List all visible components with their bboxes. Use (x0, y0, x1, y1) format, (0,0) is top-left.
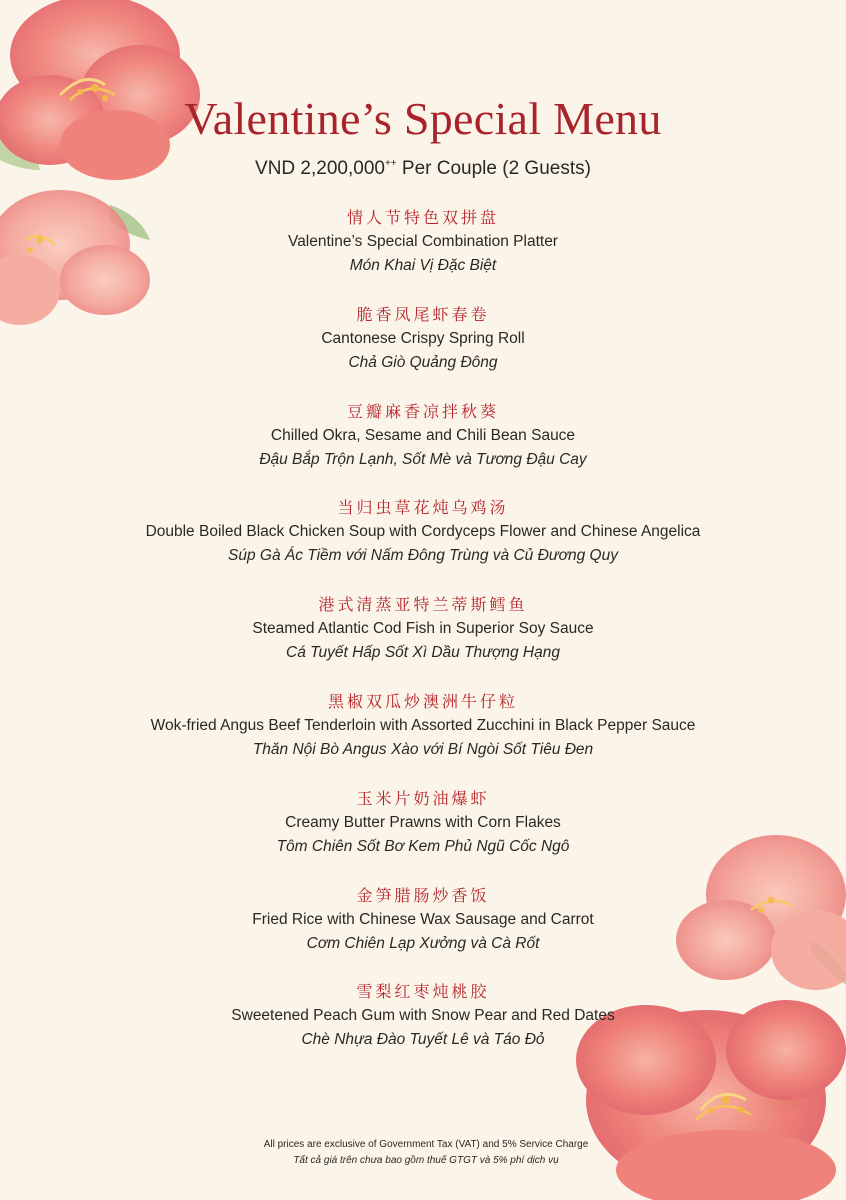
price-amount: VND 2,200,000 (255, 158, 385, 179)
dish-name-chinese: 情人节特色双拼盘 (346, 208, 499, 227)
dish-name-vietnamese: Súp Gà Ác Tiềm với Nấm Đông Trùng và Củ Đương Quy (228, 547, 618, 565)
price-suffix: ++ (384, 158, 397, 169)
menu-title: Valentine’s Special Menu (184, 93, 662, 144)
price-disclaimer (176, 1137, 676, 1169)
dish-name-vietnamese: Đậu Bắp Trộn Lạnh, Sốt Mè và Tương Đậu Cay (259, 450, 587, 468)
dish-name-english: Double Boiled Black Chicken Soup with Cordyceps Flower and Chinese Angelica (145, 523, 701, 541)
dish-name-english: Chilled Okra, Sesame and Chili Bean Sauce (270, 426, 576, 444)
disclaimer-vietnamese: Tất cả giá trên chưa bao gồm thuế GTGT và 5% phí dịch vụ (293, 1155, 559, 1166)
dish-name-vietnamese: Chè Nhựa Đào Tuyết Lê và Táo Đỏ (301, 1031, 545, 1049)
dish-name-chinese: 脆香凤尾虾春卷 (356, 304, 490, 324)
dish-name-chinese: 金笋腊肠炒香饭 (356, 885, 490, 905)
dish-name-english: Valentine’s Special Combination Platter (288, 233, 558, 250)
dish-name-vietnamese: Món Khai Vị Đặc Biệt (349, 257, 497, 274)
dish-name-english: Fried Rice with Chinese Wax Sausage and Carrot (252, 910, 594, 928)
dish-name-vietnamese: Tôm Chiên Sốt Bơ Kem Phủ Ngũ Cốc Ngô (276, 837, 570, 855)
dish-item (0, 400, 846, 497)
dish-item (0, 496, 846, 593)
dish-name-chinese: 玉米片奶油爆虾 (356, 788, 490, 808)
dish-name-chinese: 雪梨红枣炖桃胶 (356, 982, 490, 1002)
dish-name-english: Sweetened Peach Gum with Snow Pear and Red Dates (231, 1007, 615, 1025)
dish-item (0, 787, 846, 884)
dish-name-vietnamese: Chả Giò Quảng Đông (348, 353, 498, 371)
disclaimer-english: All prices are exclusive of Government Tax (VAT) and 5% Service Charge (263, 1139, 589, 1150)
dish-list (0, 206, 846, 1077)
dish-name-english: Steamed Atlantic Cod Fish in Superior Soy Sauce (252, 620, 594, 638)
dish-item (0, 593, 846, 690)
dish-name-english: Wok-fried Angus Beef Tenderloin with Assorted Zucchini in Black Pepper Sauce (150, 716, 696, 734)
dish-item (0, 303, 846, 400)
price-per-couple: Per Couple (2 Guests) (396, 158, 591, 179)
dish-name-vietnamese: Cơm Chiên Lạp Xưởng và Cà Rốt (306, 934, 540, 952)
dish-name-chinese: 港式清蒸亚特兰蒂斯鳕鱼 (318, 595, 528, 615)
dish-item (0, 690, 846, 787)
dish-item (0, 980, 846, 1077)
dish-name-english: Cantonese Crispy Spring Roll (321, 329, 525, 347)
dish-name-chinese: 豆瓣麻香凉拌秋葵 (346, 401, 499, 421)
price-line (0, 158, 846, 180)
dish-item (0, 206, 846, 303)
dish-name-chinese: 当归虫草花炖乌鸡汤 (337, 498, 509, 518)
dish-item (0, 884, 846, 981)
dish-name-chinese: 黑椒双瓜炒澳洲牛仔粒 (327, 691, 518, 711)
dish-name-vietnamese: Thăn Nội Bò Angus Xào với Bí Ngòi Sốt Tiêu Đen (252, 740, 594, 758)
dish-name-vietnamese: Cá Tuyết Hấp Sốt Xì Dầu Thượng Hạng (286, 644, 560, 662)
dish-name-english: Creamy Butter Prawns with Corn Flakes (285, 813, 561, 831)
